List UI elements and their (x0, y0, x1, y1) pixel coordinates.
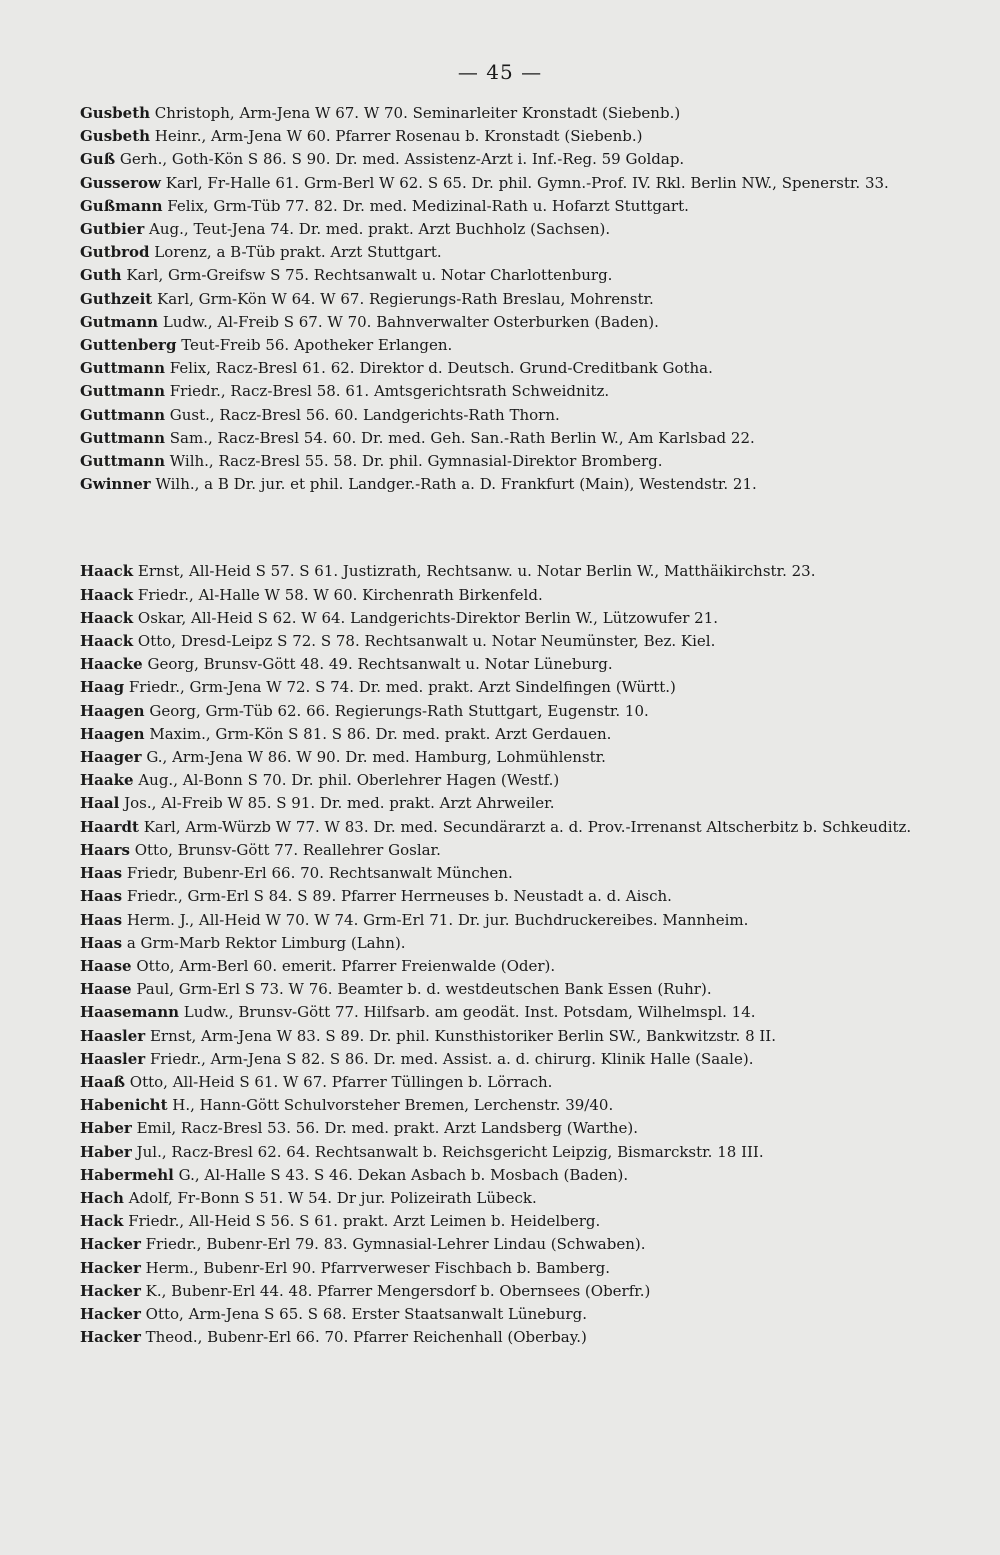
entry-details: Ludw., Al-Freib S 67. W 70. Bahnverwalter Osterburken (Baden). (158, 312, 659, 331)
entry-details: Wilh., Racz-Bresl 55. 58. Dr. phil. Gymnasial-Direktor Bromberg. (164, 452, 663, 471)
entry-surname: Haack (80, 632, 134, 651)
entry-details: Aug., Teut-Jena 74. Dr. med. prakt. Arzt Buchholz (Sachsen). (144, 220, 611, 239)
entry-details: Otto, Arm-Berl 60. emerit. Pfarrer Freienwalde (Oder). (131, 956, 556, 975)
directory-entry (80, 1187, 920, 1210)
entry-details: Karl, Fr-Halle 61. Grm-Berl W 62. S 65. Dr. phil. Gymn.-Prof. IV. Rkl. Berlin NW., Spenerstr. 33. (160, 173, 889, 192)
directory-entry (80, 700, 920, 723)
directory-entry (80, 885, 920, 908)
directory-entry (80, 607, 920, 630)
entry-details: a Grm-Marb Rektor Limburg (Lahn). (122, 933, 406, 952)
directory-entry (80, 978, 920, 1001)
directory-entry (80, 932, 920, 955)
entry-details: Karl, Grm-Kön W 64. W 67. Regierungs-Rath Breslau, Mohrenstr. (152, 289, 654, 308)
entry-details: Herm., Bubenr-Erl 90. Pfarrverweser Fischbach b. Bamberg. (140, 1258, 611, 1277)
directory-entry (80, 195, 920, 218)
directory-entry (80, 1326, 920, 1349)
directory-entry (80, 1233, 920, 1256)
entry-details: Teut-Freib 56. Apotheker Erlangen. (176, 336, 453, 355)
entry-details: G., Arm-Jena W 86. W 90. Dr. med. Hamburg, Lohmühlenstr. (141, 748, 606, 767)
directory-entry (80, 653, 920, 676)
entry-surname: Haagen (80, 701, 145, 720)
entry-surname: Gwinner (80, 475, 151, 494)
directory-entry (80, 404, 920, 427)
entry-surname: Guß (80, 150, 116, 169)
entry-surname: Haag (80, 678, 125, 697)
entry-surname: Hacker (80, 1328, 141, 1347)
entry-details: Friedr, Bubenr-Erl 66. 70. Rechtsanwalt München. (122, 864, 513, 883)
directory-entry (80, 241, 920, 264)
entry-surname: Haase (80, 980, 132, 999)
directory-entry (80, 1025, 920, 1048)
entry-details: Friedr., Racz-Bresl 58. 61. Amtsgerichtsrath Schweidnitz. (164, 382, 610, 401)
entry-surname: Haasler (80, 1049, 146, 1068)
entry-surname: Gutmann (80, 312, 159, 331)
directory-entry (80, 1280, 920, 1303)
entry-surname: Gutbier (80, 220, 145, 239)
page-number: — 45 — (457, 60, 543, 84)
entry-details: Lorenz, a B-Tüb prakt. Arzt Stuttgart. (149, 243, 442, 262)
entry-details: Christoph, Arm-Jena W 67. W 70. Seminarleiter Kronstadt (Siebenb.) (150, 104, 681, 122)
entry-surname: Haase (80, 956, 132, 975)
entry-surname: Haardt (80, 817, 139, 836)
entry-surname: Guth (80, 266, 122, 285)
directory-entry (80, 955, 920, 978)
entry-details: Gust., Racz-Bresl 56. 60. Landgerichts-Rath Thorn. (164, 405, 560, 424)
entry-details: Otto, All-Heid S 61. W 67. Pfarrer Tüllingen b. Lörrach. (125, 1072, 553, 1091)
directory-entry (80, 909, 920, 932)
directory-entry (80, 450, 920, 473)
directory-entry (80, 102, 920, 125)
entry-details: Aug., Al-Bonn S 70. Dr. phil. Oberlehrer Hagen (Westf.) (133, 771, 560, 790)
directory-entry (80, 288, 920, 311)
entry-details: H., Hann-Gött Schulvorsteher Bremen, Lerchenstr. 39/40. (167, 1096, 614, 1115)
entry-details: Friedr., Bubenr-Erl 79. 83. Gymnasial-Lehrer Lindau (Schwaben). (140, 1235, 646, 1254)
directory-entry (80, 769, 920, 792)
entry-surname: Haacke (80, 655, 143, 674)
entry-surname: Hack (80, 1212, 124, 1231)
entries-section-h (80, 560, 920, 1349)
entry-details: Heinr., Arm-Jena W 60. Pfarrer Rosenau b. Kronstadt (Siebenb.) (150, 127, 643, 146)
entry-details: Karl, Arm-Würzb W 77. W 83. Dr. med. Secundärarzt a. d. Prov.-Irrenanst Altscherbitz b. Schkeuditz. (138, 817, 912, 836)
entry-details: Felix, Racz-Bresl 61. 62. Direktor d. Deutsch. Grund-Creditbank Gotha. (164, 359, 713, 378)
entry-details: K., Bubenr-Erl 44. 48. Pfarrer Mengersdorf b. Obernsees (Oberfr.) (140, 1281, 651, 1300)
entry-details: Karl, Grm-Greifsw S 75. Rechtsanwalt u. Notar Charlottenburg. (121, 266, 613, 285)
entry-surname: Haas (80, 887, 123, 906)
entry-details: Friedr., All-Heid S 56. S 61. prakt. Arzt Leimen b. Heidelberg. (123, 1212, 601, 1231)
entry-surname: Guttmann (80, 428, 165, 447)
directory-entry (80, 1210, 920, 1233)
directory-entry (80, 816, 920, 839)
entry-surname: Haas (80, 910, 123, 929)
entry-details: Ludw., Brunsv-Gött 77. Hilfsarb. am geodät. Inst. Potsdam, Wilhelmspl. 14. (179, 1003, 756, 1022)
entry-details: Otto, Dresd-Leipz S 72. S 78. Rechtsanwalt u. Notar Neumünster, Bez. Kiel. (133, 632, 716, 651)
directory-entry (80, 746, 920, 769)
directory-entry (80, 1257, 920, 1280)
entry-surname: Hacker (80, 1304, 141, 1323)
entry-surname: Haas (80, 864, 123, 883)
directory-entry (80, 218, 920, 241)
directory-entry (80, 148, 920, 171)
entry-surname: Guttmann (80, 382, 165, 401)
entry-surname: Gusbeth (80, 127, 151, 146)
entry-surname: Haaß (80, 1072, 126, 1091)
directory-entry (80, 334, 920, 357)
entry-surname: Haack (80, 585, 134, 604)
entry-surname: Haager (80, 748, 142, 767)
directory-entry (80, 862, 920, 885)
directory-entry (80, 1048, 920, 1071)
directory-entry (80, 676, 920, 699)
entry-details: Jul., Racz-Bresl 62. 64. Rechtsanwalt b. Reichsgericht Leipzig, Bismarckstr. 18 III. (131, 1142, 764, 1161)
entries-section-g (80, 102, 920, 496)
directory-entry (80, 311, 920, 334)
entry-surname: Haack (80, 608, 134, 627)
entry-details: Friedr., Arm-Jena S 82. S 86. Dr. med. Assist. a. d. chirurg. Klinik Halle (Saale). (145, 1049, 754, 1068)
entry-details: G., Al-Halle S 43. S 46. Dekan Asbach b. Mosbach (Baden). (173, 1165, 629, 1184)
entry-surname: Hacker (80, 1258, 141, 1277)
directory-entry (80, 473, 920, 496)
entry-details: Otto, Arm-Jena S 65. S 68. Erster Staatsanwalt Lüneburg. (140, 1304, 587, 1323)
entry-details: Otto, Brunsv-Gött 77. Reallehrer Goslar. (129, 840, 441, 859)
entry-surname: Guttmann (80, 405, 165, 424)
entry-surname: Habenicht (80, 1096, 168, 1115)
directory-entry (80, 125, 920, 148)
entry-details: Friedr., Al-Halle W 58. W 60. Kirchenrath Birkenfeld. (133, 585, 543, 604)
entry-surname: Haas (80, 933, 123, 952)
entry-details: Friedr., Grm-Erl S 84. S 89. Pfarrer Herrneuses b. Neustadt a. d. Aisch. (122, 887, 672, 906)
entry-details: Wilh., a B Dr. jur. et phil. Landger.-Rath a. D. Frankfurt (Main), Westendstr. 21. (150, 475, 757, 494)
entry-details: Paul, Grm-Erl S 73. W 76. Beamter b. d. westdeutschen Bank Essen (Ruhr). (131, 980, 712, 999)
directory-entry (80, 839, 920, 862)
entry-details: Felix, Grm-Tüb 77. 82. Dr. med. Medizinal-Rath u. Hofarzt Stuttgart. (162, 196, 689, 215)
directory-entry (80, 1001, 920, 1024)
entry-surname: Gusbeth (80, 104, 151, 122)
entry-details: Maxim., Grm-Kön S 81. S 86. Dr. med. prakt. Arzt Gerdauen. (144, 724, 612, 743)
entry-details: Theod., Bubenr-Erl 66. 70. Pfarrer Reichenhall (Oberbay.) (140, 1328, 587, 1347)
directory-entry (80, 264, 920, 287)
entry-surname: Guttenberg (80, 336, 177, 355)
entry-surname: Haber (80, 1119, 132, 1138)
entry-surname: Haagen (80, 724, 145, 743)
entry-surname: Haasler (80, 1026, 146, 1045)
entry-details: Oskar, All-Heid S 62. W 64. Landgerichts-Direktor Berlin W., Lützowufer 21. (133, 608, 719, 627)
entry-surname: Guttmann (80, 359, 165, 378)
directory-entry (80, 630, 920, 653)
entry-surname: Haars (80, 840, 130, 859)
directory-entry (80, 357, 920, 380)
entry-surname: Hacker (80, 1281, 141, 1300)
entry-surname: Haal (80, 794, 120, 813)
entry-details: Georg, Grm-Tüb 62. 66. Regierungs-Rath Stuttgart, Eugenstr. 10. (144, 701, 649, 720)
entry-details: Jos., Al-Freib W 85. S 91. Dr. med. prakt. Arzt Ahrweiler. (119, 794, 555, 813)
entry-surname: Haasemann (80, 1003, 180, 1022)
directory-entry (80, 723, 920, 746)
directory-entry (80, 1094, 920, 1117)
entry-surname: Hacker (80, 1235, 141, 1254)
directory-entry (80, 427, 920, 450)
directory-entry (80, 1071, 920, 1094)
directory-entry (80, 560, 920, 583)
directory-entry (80, 1141, 920, 1164)
entry-details: Georg, Brunsv-Gött 48. 49. Rechtsanwalt u. Notar Lüneburg. (142, 655, 613, 674)
entry-details: Adolf, Fr-Bonn S 51. W 54. Dr jur. Polizeirath Lübeck. (123, 1188, 537, 1207)
entry-details: Friedr., Grm-Jena W 72. S 74. Dr. med. prakt. Arzt Sindelfingen (Württ.) (124, 678, 676, 697)
entry-details: Gerh., Goth-Kön S 86. S 90. Dr. med. Assistenz-Arzt i. Inf.-Reg. 59 Goldap. (115, 150, 685, 169)
entry-surname: Haack (80, 562, 134, 581)
entry-surname: Gutbrod (80, 243, 150, 262)
entry-surname: Haake (80, 771, 134, 790)
entry-details: Herm. J., All-Heid W 70. W 74. Grm-Erl 71. Dr. jur. Buchdruckereibes. Mannheim. (122, 910, 749, 929)
entry-details: Ernst, Arm-Jena W 83. S 89. Dr. phil. Kunsthistoriker Berlin SW., Bankwitzstr. 8 II. (145, 1026, 777, 1045)
directory-entry (80, 1117, 920, 1140)
entry-surname: Haber (80, 1142, 132, 1161)
directory-entry (80, 172, 920, 195)
entry-details: Emil, Racz-Bresl 53. 56. Dr. med. prakt. Arzt Landsberg (Warthe). (131, 1119, 638, 1138)
directory-entry (80, 380, 920, 403)
entry-surname: Guthzeit (80, 289, 153, 308)
directory-entry (80, 792, 920, 815)
directory-entry (80, 1303, 920, 1326)
entry-surname: Hach (80, 1188, 124, 1207)
directory-entry (80, 584, 920, 607)
entry-details: Ernst, All-Heid S 57. S 61. Justizrath, Rechtsanw. u. Notar Berlin W., Matthäikirchstr. 23. (133, 562, 816, 581)
directory-entry (80, 1164, 920, 1187)
entry-details: Sam., Racz-Bresl 54. 60. Dr. med. Geh. San.-Rath Berlin W., Am Karlsbad 22. (164, 428, 755, 447)
entry-surname: Gußmann (80, 196, 163, 215)
entry-surname: Habermehl (80, 1165, 174, 1184)
entry-surname: Guttmann (80, 452, 165, 471)
entry-surname: Gusserow (80, 173, 161, 192)
